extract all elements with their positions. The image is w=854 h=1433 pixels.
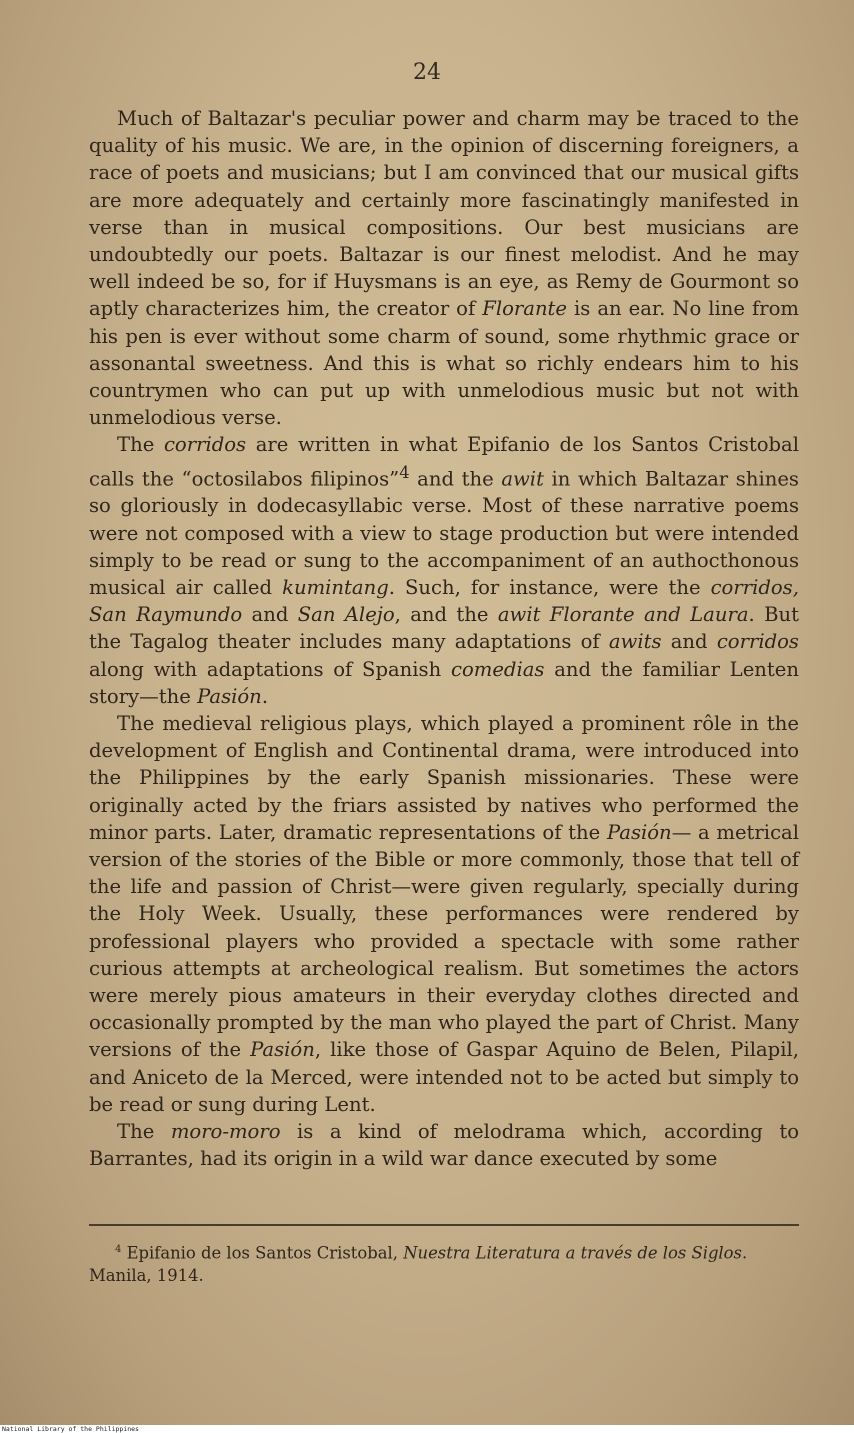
text-run: The <box>117 1120 171 1144</box>
paragraph <box>89 105 799 431</box>
italic-text: awits <box>608 630 662 654</box>
footnote-marker: 4 <box>399 462 410 482</box>
text-run: and the familiar Lenten story—the <box>89 657 799 708</box>
italic-text: corridos, San Raymundo <box>89 575 799 627</box>
text-run: and <box>661 630 717 654</box>
text-run: . But the Tagalog theater includes many adaptations of <box>89 603 799 654</box>
text-run: is a kind of melodrama which, according to Barrantes, had its origin in a wild war dance executed by some <box>89 1120 800 1171</box>
italic-text: Florante <box>482 297 568 321</box>
italic-text: kumintang <box>282 575 389 599</box>
text-run: . Manila, 1914. <box>89 1243 748 1286</box>
italic-text: awit Florante and Laura <box>497 603 749 627</box>
footnote <box>89 1238 799 1287</box>
italic-text: Pasión <box>197 684 262 708</box>
text-run: — a metrical version of the stories of the Bible or more commonly, those that tell of the life and passion of Christ—were given regularly, specially during the Holy Week. Usually, these performances were rendered by professional players who provided a spectacle with some rather curious attempts at archeological realism. But sometimes the actors were merely pious amateurs in their everyday clothes directed and occasionally prompted by the man who played the part of Christ. Many versions of the <box>89 820 799 1062</box>
text-run: are written in what Epifanio de los Santos Cristobal calls the “octosilabos filipinos” <box>89 433 800 491</box>
footnote-text <box>89 1238 799 1287</box>
text-run: , like those of Gaspar Aquino de Belen, Pilapil, and Aniceto de la Merced, were intended not to be acted but simply to be read or sung during Lent. <box>89 1038 799 1116</box>
italic-text: corridos <box>163 433 247 457</box>
italic-text: San Alejo <box>297 603 395 627</box>
scan-attribution: National Library of the Philippines <box>2 1425 139 1433</box>
italic-text: Pasión <box>606 820 672 844</box>
text-run: , and the <box>394 603 498 627</box>
italic-text: awit <box>501 467 544 491</box>
paragraph <box>89 431 799 710</box>
paragraph <box>89 1118 799 1172</box>
text-run: The medieval religious plays, which played a prominent rôle in the development of English and Continental drama, were introduced into the Philippines by the early Spanish missionaries. These were originally acted by the friars assisted by natives who performed the minor parts. Later, dramatic representations of the <box>89 712 799 844</box>
text-run: The <box>117 433 164 457</box>
footnote-marker: 4 <box>115 1244 122 1255</box>
page-number: 24 <box>413 60 441 85</box>
italic-text: moro-moro <box>170 1120 281 1144</box>
text-run: and the <box>409 467 502 491</box>
text-run: along with adaptations of Spanish <box>89 657 451 681</box>
body-text <box>89 105 799 1172</box>
footnote-rule <box>89 1224 799 1226</box>
text-run: and <box>242 603 298 627</box>
text-run: Much of Baltazar's peculiar power and charm may be traced to the quality of his music. We are, in the opinion of discerning foreigners, a race of poets and musicians; but I am convinced that our musical gifts are more adequately and certainly more fascinatingly manifested in verse than in musical compositions. Our best musicians are undoubtedly our poets. Baltazar is our finest melodist. And he may well indeed be so, for if Huysmans is an eye, as Remy de Gourmont so aptly characterizes him, the creator of <box>89 107 799 321</box>
text-run: in which Baltazar shines so gloriously in dodecasyllabic verse. Most of these narrative poems were not composed with a view to stage production but were intended simply to be read or sung to the accompaniment of an authocthonous musical air called <box>89 467 799 599</box>
text-run: Epifanio de los Santos Cristobal, <box>121 1243 404 1263</box>
text-run: . <box>261 684 269 708</box>
italic-text: Nuestra Literatura a través de los Siglos <box>403 1243 742 1263</box>
text-run: is an ear. No line from his pen is ever without some charm of sound, some rhythmic grace or assonantal sweetness. And this is what so richly endears him to his countrymen who can put up with unmelodious music but not with unmelodious verse. <box>89 297 799 430</box>
italic-text: Pasión <box>250 1038 315 1062</box>
paragraph <box>89 710 799 1118</box>
italic-text: comedias <box>450 657 545 681</box>
italic-text: corridos <box>716 630 799 654</box>
text-run: . Such, for instance, were the <box>388 575 711 599</box>
